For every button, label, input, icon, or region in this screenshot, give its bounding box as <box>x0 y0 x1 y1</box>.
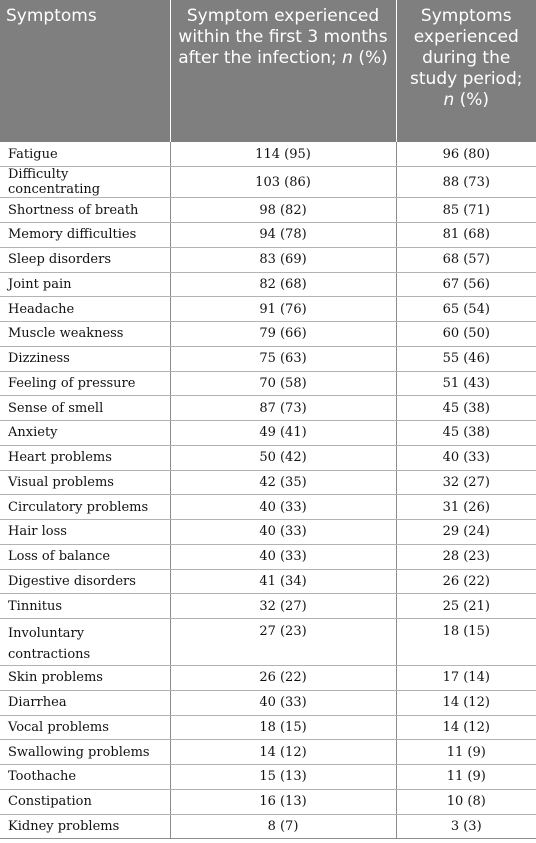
symptom-cell: Digestive disorders <box>0 569 170 594</box>
header-row <box>0 0 536 142</box>
table-row <box>0 814 536 839</box>
first-3-months-cell: 18 (15) <box>170 715 396 740</box>
table-row <box>0 371 536 396</box>
table-row <box>0 666 536 691</box>
first-3-months-cell: 26 (22) <box>170 666 396 691</box>
table-row <box>0 544 536 569</box>
symptom-cell: Tinnitus <box>0 594 170 619</box>
symptom-cell: Dizziness <box>0 346 170 371</box>
study-period-cell: 88 (73) <box>396 167 536 198</box>
table-row <box>0 470 536 495</box>
study-period-cell: 45 (38) <box>396 396 536 421</box>
symptom-cell: Joint pain <box>0 272 170 297</box>
first-3-months-cell: 42 (35) <box>170 470 396 495</box>
symptom-cell: Constipation <box>0 789 170 814</box>
table-row <box>0 740 536 765</box>
symptom-cell: Skin problems <box>0 666 170 691</box>
symptom-cell: Shortness of breath <box>0 198 170 223</box>
table-row <box>0 223 536 248</box>
study-period-cell: 14 (12) <box>396 715 536 740</box>
study-period-cell: 17 (14) <box>396 666 536 691</box>
study-period-cell: 51 (43) <box>396 371 536 396</box>
table-row <box>0 421 536 446</box>
symptom-cell: Toothache <box>0 765 170 790</box>
first-3-months-cell: 82 (68) <box>170 272 396 297</box>
symptom-cell: Feeling of pressure <box>0 371 170 396</box>
symptom-cell: Swallowing problems <box>0 740 170 765</box>
study-period-cell: 81 (68) <box>396 223 536 248</box>
first-3-months-cell: 103 (86) <box>170 167 396 198</box>
first-3-months-cell: 27 (23) <box>170 619 396 666</box>
first-3-months-cell: 87 (73) <box>170 396 396 421</box>
symptom-cell: Vocal problems <box>0 715 170 740</box>
symptom-cell: Difficulty concentrating <box>0 167 170 198</box>
study-period-cell: 29 (24) <box>396 520 536 545</box>
table-body <box>0 142 536 839</box>
table-row <box>0 346 536 371</box>
table-row <box>0 272 536 297</box>
table-row <box>0 789 536 814</box>
study-period-cell: 26 (22) <box>396 569 536 594</box>
first-3-months-cell: 15 (13) <box>170 765 396 790</box>
table-row <box>0 247 536 272</box>
table-row <box>0 765 536 790</box>
table-row <box>0 297 536 322</box>
symptom-cell: Fatigue <box>0 142 170 167</box>
first-3-months-cell: 79 (66) <box>170 322 396 347</box>
first-3-months-cell: 91 (76) <box>170 297 396 322</box>
study-period-cell: 60 (50) <box>396 322 536 347</box>
symptom-cell: Hair loss <box>0 520 170 545</box>
symptom-cell: Headache <box>0 297 170 322</box>
table-row <box>0 167 536 198</box>
header-symptoms: Symptoms <box>0 0 170 142</box>
header-study-period-pct: (%) <box>454 90 490 110</box>
study-period-cell: 10 (8) <box>396 789 536 814</box>
first-3-months-cell: 14 (12) <box>170 740 396 765</box>
study-period-cell: 96 (80) <box>396 142 536 167</box>
study-period-cell: 65 (54) <box>396 297 536 322</box>
symptom-cell: Visual problems <box>0 470 170 495</box>
symptom-cell: Circulatory problems <box>0 495 170 520</box>
study-period-cell: 40 (33) <box>396 445 536 470</box>
study-period-cell: 45 (38) <box>396 421 536 446</box>
symptom-cell: Diarrhea <box>0 690 170 715</box>
first-3-months-cell: 41 (34) <box>170 569 396 594</box>
header-study-period <box>396 0 536 142</box>
first-3-months-cell: 40 (33) <box>170 520 396 545</box>
header-study-period-n: n <box>443 90 455 110</box>
study-period-cell: 32 (27) <box>396 470 536 495</box>
table-row <box>0 715 536 740</box>
first-3-months-cell: 98 (82) <box>170 198 396 223</box>
table-row <box>0 495 536 520</box>
table-row <box>0 520 536 545</box>
first-3-months-cell: 50 (42) <box>170 445 396 470</box>
header-first-3-months-pct: (%) <box>352 48 388 68</box>
table-row <box>0 619 536 666</box>
table-row <box>0 445 536 470</box>
first-3-months-cell: 70 (58) <box>170 371 396 396</box>
table-row <box>0 569 536 594</box>
first-3-months-cell: 75 (63) <box>170 346 396 371</box>
first-3-months-cell: 40 (33) <box>170 690 396 715</box>
study-period-cell: 25 (21) <box>396 594 536 619</box>
first-3-months-cell: 94 (78) <box>170 223 396 248</box>
study-period-cell: 28 (23) <box>396 544 536 569</box>
study-period-cell: 11 (9) <box>396 740 536 765</box>
table-row <box>0 396 536 421</box>
study-period-cell: 85 (71) <box>396 198 536 223</box>
header-study-period-text: Symptoms experienced during the study period; <box>410 6 523 89</box>
symptom-cell: Sense of smell <box>0 396 170 421</box>
study-period-cell: 18 (15) <box>396 619 536 666</box>
study-period-cell: 3 (3) <box>396 814 536 839</box>
first-3-months-cell: 83 (69) <box>170 247 396 272</box>
study-period-cell: 31 (26) <box>396 495 536 520</box>
first-3-months-cell: 49 (41) <box>170 421 396 446</box>
first-3-months-cell: 40 (33) <box>170 544 396 569</box>
first-3-months-cell: 32 (27) <box>170 594 396 619</box>
symptom-cell: Sleep disorders <box>0 247 170 272</box>
study-period-cell: 14 (12) <box>396 690 536 715</box>
table-row <box>0 322 536 347</box>
symptom-cell: Kidney problems <box>0 814 170 839</box>
symptom-cell: Anxiety <box>0 421 170 446</box>
study-period-cell: 55 (46) <box>396 346 536 371</box>
table-row <box>0 690 536 715</box>
header-first-3-months-n: n <box>342 48 353 68</box>
symptom-cell: Memory difficulties <box>0 223 170 248</box>
table-row <box>0 142 536 167</box>
first-3-months-cell: 114 (95) <box>170 142 396 167</box>
symptom-cell: Heart problems <box>0 445 170 470</box>
first-3-months-cell: 8 (7) <box>170 814 396 839</box>
study-period-cell: 67 (56) <box>396 272 536 297</box>
header-first-3-months-text: Symptom experienced within the first 3 months after the infection; <box>178 6 388 68</box>
symptom-cell: Muscle weakness <box>0 322 170 347</box>
table-row <box>0 198 536 223</box>
first-3-months-cell: 40 (33) <box>170 495 396 520</box>
study-period-cell: 11 (9) <box>396 765 536 790</box>
symptom-cell: Involuntary contractions <box>0 619 170 666</box>
study-period-cell: 68 (57) <box>396 247 536 272</box>
symptom-cell: Loss of balance <box>0 544 170 569</box>
table-row <box>0 594 536 619</box>
table-header <box>0 0 536 142</box>
header-first-3-months <box>170 0 396 142</box>
first-3-months-cell: 16 (13) <box>170 789 396 814</box>
